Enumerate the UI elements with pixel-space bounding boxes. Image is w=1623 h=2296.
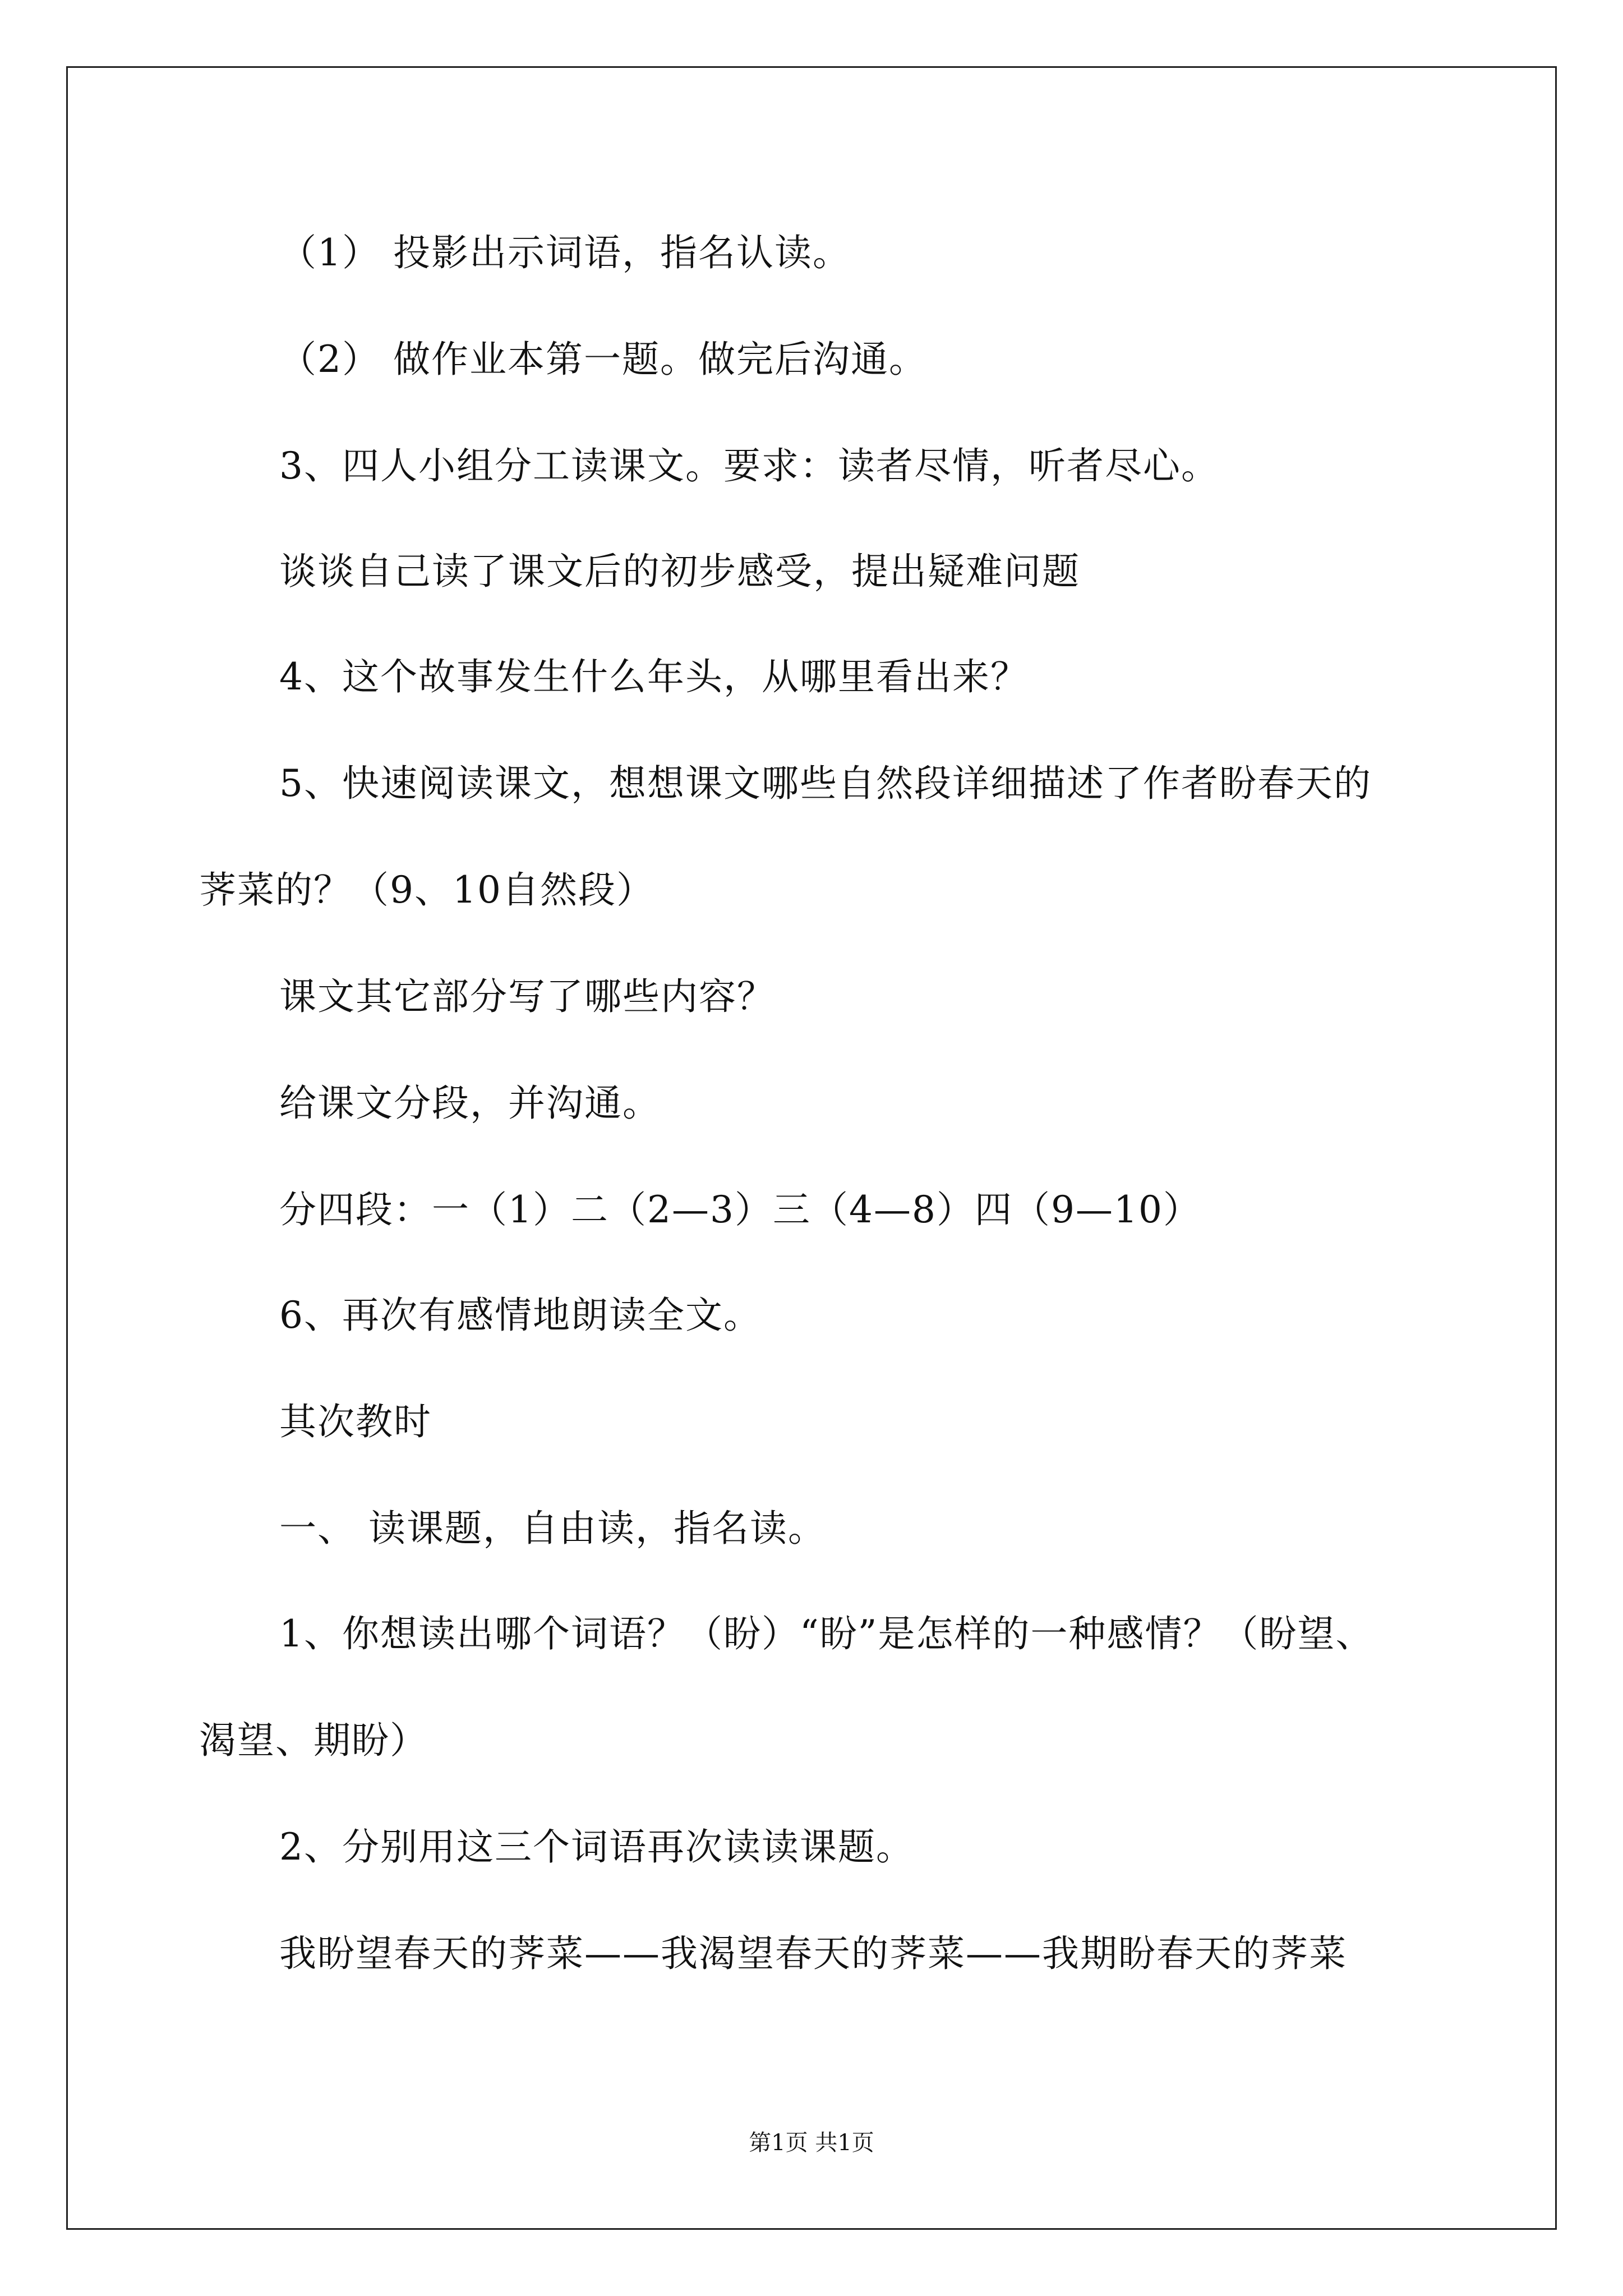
page-border bbox=[66, 66, 1557, 2230]
page-footer: 第1页 共1页 bbox=[749, 2130, 874, 2156]
paragraph-11: 一、 读课题，自由读，指名读。 bbox=[279, 1507, 826, 1550]
paragraph-7: 课文其它部分写了哪些内容？ bbox=[279, 975, 775, 1018]
paragraph-2: （2） 做作业本第一题。做完后沟通。 bbox=[279, 338, 927, 381]
paragraph-8: 给课文分段，并沟通。 bbox=[279, 1082, 661, 1125]
paragraph-14: 我盼望春天的荠菜——我渴望春天的荠菜——我期盼春天的荠菜 bbox=[279, 1932, 1347, 1975]
paragraph-3: 3、四人小组分工读课文。要求：读者尽情，听者尽心。 bbox=[279, 444, 1219, 487]
paragraph-4: 谈谈自己读了课文后的初步感受，提出疑难问题 bbox=[279, 550, 1080, 593]
paragraph-1: （1） 投影出示词语，指名认读。 bbox=[279, 231, 851, 274]
paragraph-9: 分四段：一（1）二（2—3）三（4—8）四（9—10） bbox=[279, 1188, 1201, 1231]
paragraph-10: 6、再次有感情地朗读全文。 bbox=[279, 1294, 762, 1337]
paragraph-6: 5、快速阅读课文，想想课文哪些自然段详细描述了作者盼春天的 bbox=[279, 762, 1372, 805]
paragraph-12-continued: 渴望、期盼） bbox=[199, 1719, 428, 1762]
paragraph-6-continued: 荠菜的？（9、10自然段） bbox=[199, 868, 654, 912]
paragraph-13: 2、分别用这三个词语再次读读课题。 bbox=[279, 1825, 914, 1869]
paragraph-12: 1、你想读出哪个词语？（盼）“盼”是怎样的一种感情？（盼望、 bbox=[279, 1612, 1374, 1655]
section-heading: 其次教时 bbox=[279, 1400, 432, 1443]
paragraph-5: 4、这个故事发生什么年头，从哪里看出来？ bbox=[279, 655, 1029, 698]
